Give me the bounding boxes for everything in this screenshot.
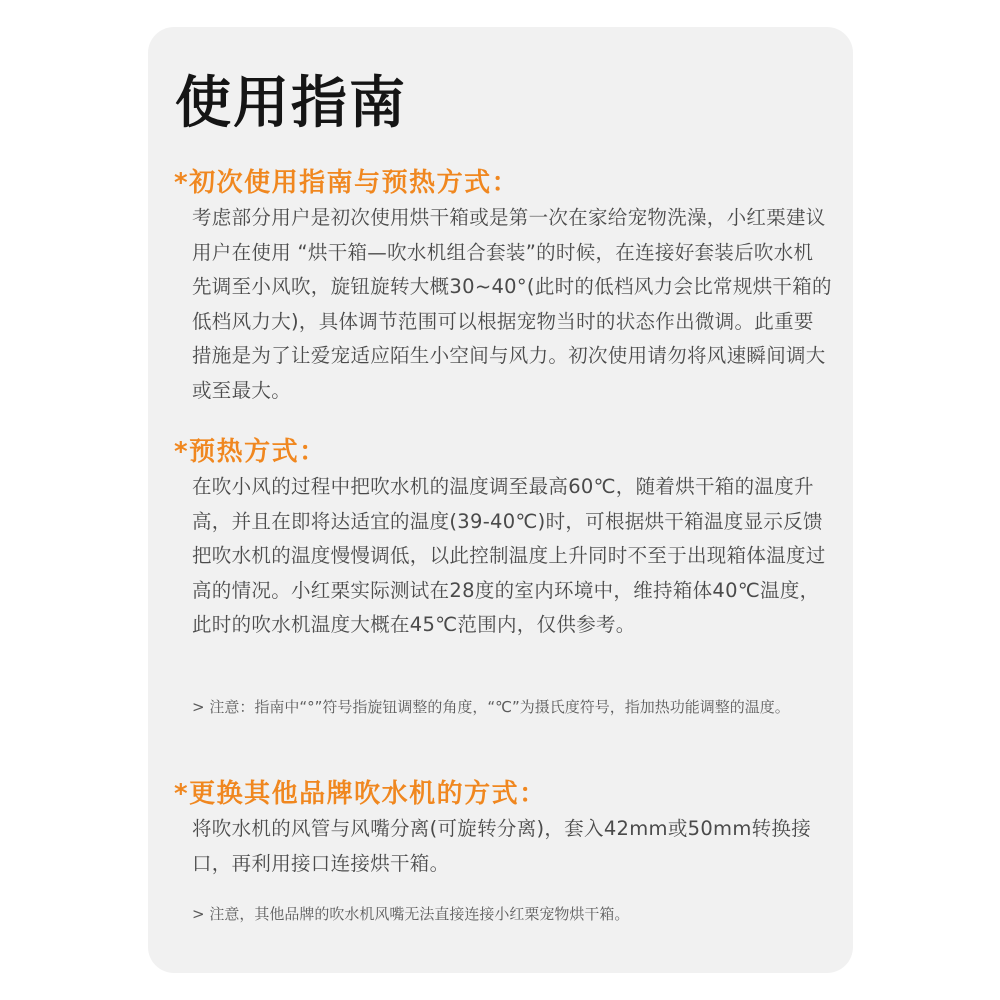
section-heading-other-brand: *更换其他品牌吹水机的方式： — [174, 779, 547, 809]
section-heading-first-use: *初次使用指南与预热方式： — [174, 168, 520, 198]
section-heading-preheat: *预热方式： — [174, 437, 327, 467]
note-symbols: > 注意：指南中“°”符号指旋钮调整的角度，“℃”为摄氏度符号，指加热功能调整的温度。 — [192, 698, 790, 716]
section-body-first-use: 考虑部分用户是初次使用烘干箱或是第一次在家给宠物洗澡，小红栗建议用户在使用 “烘干箱—吹水机组合套装”的时候，在连接好套装后吹水机先调至小风吹，旋钮旋转大概30~40°(此时的低档风力会比常规烘干箱的低档风力大)，具体调节范围可以根据宠物当时的状态作出微调。此重要措施是为了让爱宠适应陌生小空间与风力。初次使用请勿将风速瞬间调大或至最大。 — [192, 206, 832, 402]
page-title: 使用指南 — [175, 71, 407, 136]
section-body-preheat: 在吹小风的过程中把吹水机的温度调至最高60℃，随着烘干箱的温度升高，并且在即将达适宜的温度(39-40℃)时，可根据烘干箱温度显示反馈把吹水机的温度慢慢调低，以此控制温度上升同时不至于出现箱体温度过高的情况。小红栗实际测试在28度的室内环境中，维持箱体40℃温度，此时的吹水机温度大概在45℃范围内，仅供参考。 — [192, 475, 826, 637]
note-other-brand: > 注意，其他品牌的吹水机风嘴无法直接连接小红栗宠物烘干箱。 — [192, 905, 630, 923]
section-body-other-brand: 将吹水机的风管与风嘴分离(可旋转分离)，套入42mm或50mm转换接口，再利用接口连接烘干箱。 — [192, 817, 812, 875]
